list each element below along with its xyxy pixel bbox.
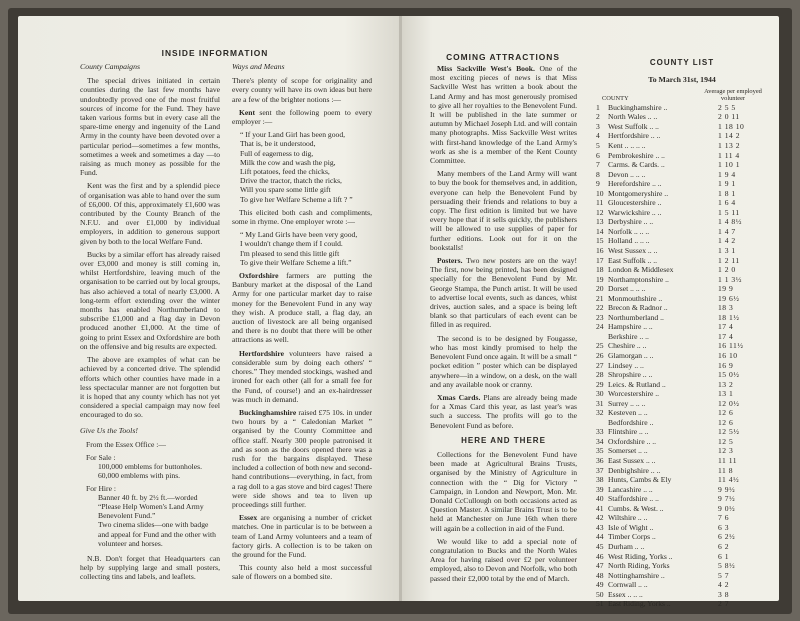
table-row [596, 389, 768, 399]
county-list-rows [596, 103, 768, 609]
rank-cell [596, 332, 608, 342]
posters-text: Two new posters are on the way! The first, now being printed, has been designed specially for the Benevolent Fund by Mr. George Stampa, the Punch artist. It will be used to advertise local events, such as dances, whist drives, auction sales, and a space is being left blank so that particulars of each event can be filled in as required. [430, 256, 578, 330]
rank-cell: 38 [596, 475, 604, 485]
campaigns-paragraph-1: The special drives initiated in certain counties during the last few months have undoubtedly proved one of the most fruitful sources of income for the Fund. They have taken various forms but in every case all the spare-time energy and ingenuity of the Land Army in the county have been devoted over a particular period—sometimes a few months, sometimes a week and sometimes a day —to raising as much money as possible for the Fund. [80, 76, 220, 178]
average-cell: 12 0½ [718, 398, 740, 408]
poem-line: I wouldn't change them if I could. [240, 239, 343, 249]
average-cell: 3 8 [718, 589, 729, 599]
county-list-title: COUNTY LIST [649, 58, 715, 67]
average-cell: 1 5 11 [718, 207, 740, 217]
essex-more-text: This county also held a most successful sale of flowers on a bombed site. [232, 563, 372, 582]
average-cell: 1 3 1 [718, 246, 736, 255]
average-cell: 12 3 [718, 446, 734, 456]
poem-line: Will you spare some little gift [240, 185, 331, 195]
sackville-text: One of the most exciting pieces of news is that Miss Sackville West has written a book about the Land Army and has most generously promised to give all her royalties to the Benevolent Fund. It will be published in the late summer or autumn by Michael Joseph Ltd. and will contain many photographs. Miss Sackville West writes with first-hand knowledge of the Land Army's work as she is a member of the Kent County Committee. [430, 64, 577, 166]
table-row [596, 160, 768, 170]
table-row [596, 112, 768, 122]
table-row [596, 580, 768, 590]
rank-cell: 11 [596, 198, 604, 208]
poem-line: To give their Welfare Scheme a lift.” [240, 257, 352, 267]
average-cell: 17 4 [718, 331, 734, 341]
average-cell: 13 2 [718, 379, 734, 389]
rank-cell: 42 [596, 513, 604, 523]
average-cell: 12 6 [718, 417, 734, 427]
poem-line: Lift potatoes, feed the chicks, [240, 167, 330, 177]
average-cell: 1 10 1 [718, 160, 740, 170]
county-cell: Holland .. .. .. [608, 236, 650, 246]
county-list-header [596, 89, 768, 103]
poem-line: Full of eagerness to dig, [240, 148, 314, 158]
from-essex-line: From the Essex Office :— [86, 439, 167, 449]
average-cell: 1 4 7 [718, 226, 736, 236]
table-row [596, 437, 768, 447]
table-row [596, 380, 768, 390]
average-cell: 5 8½ [718, 561, 736, 571]
county-cell: Hunts, Cambs & Ely [608, 475, 672, 485]
average-cell: 7 6 [718, 513, 729, 523]
table-row [596, 332, 768, 342]
average-cell: 2 0 11 [718, 112, 740, 122]
table-row [596, 399, 768, 409]
average-cell: 9 9½ [718, 484, 736, 494]
average-cell: 16 11½ [718, 341, 744, 351]
rank-cell: 50 [596, 589, 604, 599]
county-cell: Monmouthshire .. [608, 293, 663, 303]
rank-cell: 19 [596, 274, 604, 284]
county-cell: Nottinghamshire .. [608, 570, 665, 580]
county-cell: Glamorgan .. .. [608, 351, 654, 361]
inside-information-heading: INSIDE INFORMATION [161, 48, 269, 58]
average-cell: 12 5 [718, 436, 734, 446]
rank-cell: 14 [596, 226, 604, 236]
table-row [596, 189, 768, 199]
rank-cell: 26 [596, 351, 604, 361]
poem-line: Milk the cow and wash the pig, [240, 157, 336, 167]
county-cell: Norfolk .. .. .. [608, 226, 650, 236]
rank-cell: 35 [596, 446, 604, 456]
rank-cell: 5 [596, 140, 600, 150]
poem-line: That is, be it understood, [240, 139, 316, 149]
county-cell: Durham .. .. [608, 541, 645, 551]
poem-line: “ If your Land Girl has been good, [240, 130, 346, 140]
average-cell: 5 7 [718, 570, 729, 580]
county-cell: Berkshire .. .. [608, 331, 649, 341]
table-row [596, 351, 768, 361]
rank-cell: 18 [596, 265, 604, 275]
rank-cell: 13 [596, 217, 604, 227]
buckinghamshire-label: Buckinghamshire [239, 407, 297, 417]
rank-cell: 22 [596, 303, 604, 313]
rank-cell: 9 [596, 179, 600, 189]
oxfordshire-label: Oxfordshire [239, 271, 279, 281]
average-cell: 1 8 1 [718, 188, 736, 198]
tools-subheading: Give Us the Tools! [80, 425, 138, 435]
average-cell: 18 1½ [718, 312, 740, 322]
average-cell: 2 5 5 [718, 102, 736, 112]
table-row [596, 370, 768, 380]
table-row [596, 103, 768, 113]
average-cell: 6 2 [718, 541, 729, 551]
average-cell: 9 0½ [718, 503, 736, 513]
county-cell: Surrey .. .. .. [608, 398, 646, 408]
county-cell: Hertfordshire .. .. [608, 131, 661, 141]
average-cell: 1 4 8½ [718, 217, 742, 227]
rank-cell: 39 [596, 484, 604, 494]
county-cell: Cheshire .. .. [608, 341, 647, 351]
campaigns-paragraph-2: Kent was the first and by a splendid piece of organisation was able to hand over the sum of £6,000. Of this, approximately £1,600 was contributed by the County Branch of the N.F.U. and over £1,000 by individual employers, in addition to generous support given by both to the local Welfare Fund. [80, 181, 220, 246]
table-row [596, 552, 768, 562]
rank-cell: 30 [596, 389, 604, 399]
sale-item: 100,000 emblems for buttonholes. [98, 462, 202, 472]
table-row [596, 170, 768, 180]
county-cell: Northumberland .. [608, 312, 664, 322]
county-cell: West Sussex .. .. [608, 246, 658, 255]
rank-cell: 21 [596, 293, 604, 303]
table-row [596, 504, 768, 514]
county-cell: London & Middlesex [608, 265, 674, 275]
poem-line: To give her Welfare Scheme a lift ? ” [240, 194, 353, 204]
sackville-title: Miss Sackville West's Book. [437, 64, 535, 73]
rank-cell: 20 [596, 284, 604, 294]
rank-cell: 15 [596, 236, 604, 246]
table-row [596, 475, 768, 485]
table-row [596, 513, 768, 523]
hertfordshire-text: volunteers have raised a considerable sum by doing each others' “ chores.” They mended stockings, washed and ironed for each other (all for a small fee for the Fund, of course!) and an ex-hairdresser was much in demand. [232, 348, 372, 404]
county-cell: Kesteven .. .. [608, 408, 648, 418]
table-row [596, 294, 768, 304]
column-header-average: Average per employed volunteer [704, 88, 762, 102]
table-row [596, 179, 768, 189]
rank-cell: 47 [596, 561, 604, 571]
nb-note: N.B. Don't forget that Headquarters can help by supplying large and small posters, collecting tins and labels, and leaflets. [80, 553, 220, 582]
ways-and-means-column [232, 62, 372, 586]
county-cell: Gloucestershire .. [608, 198, 662, 208]
county-cell: Denbighshire .. .. [608, 465, 661, 475]
rank-cell: 37 [596, 465, 604, 475]
essex-label: Essex [239, 513, 258, 523]
campaigns-paragraph-3: Bucks by a similar effort has already raised over £3,000 and money is still coming in, whilst Hertfordshire, leaving much of the organisation to be carried out by local groups, has also achieved a total of nearly £3,000. A long-term effort extending over the winter months has enabled Northumberland to subscribe £1,000 and a flag day in Devon produced another £1,000. At the time of going to print Essex and Oxfordshire are both on the offensive and big results are expected. [80, 249, 220, 351]
county-cell: Oxfordshire .. .. [608, 436, 657, 446]
table-row [596, 408, 768, 418]
essex-text: are organising a number of cricket matches. One in particular is to be between a team of Land Army volunteers and a team of factory girls. A collection is to be taken on the ground for the Fund. [232, 513, 373, 559]
county-campaigns-subheading: County Campaigns [80, 62, 140, 71]
rank-cell: 46 [596, 551, 604, 561]
rank-cell: 28 [596, 370, 604, 380]
rank-cell: 32 [596, 408, 604, 418]
rank-cell: 41 [596, 503, 604, 513]
table-row [596, 456, 768, 466]
county-cell: East Sussex .. .. [608, 456, 656, 466]
average-cell: 13 1 [718, 389, 734, 399]
table-row [596, 275, 768, 285]
rank-cell: 36 [596, 456, 604, 466]
rank-cell: 45 [596, 541, 604, 551]
here-more: We would like to add a special note of congratulation to Bucks and the North Wales Area for having raised over £2 per volunteer employed, also to Devon and Norfolk, who both passed their £2,000 total by the end of March. [430, 536, 577, 583]
county-cell: Cornwall .. .. [608, 580, 648, 590]
rank-cell: 1 [596, 102, 600, 112]
county-list-date: To March 31st, 1944 [648, 75, 716, 84]
hire-item: Two cinema slides—one with badge and appeal for Fund and the other with volunteer and horses. [98, 520, 216, 548]
county-cell: Northamptonshire .. [608, 274, 669, 284]
table-row [596, 303, 768, 313]
sackville-more: Many members of the Land Army will want to buy the book for themselves and, in addition, everyone can help the Benevolent Fund by persuading their friends and relations to buy a copy. The first edition is limited but we have every hope that if it sells quickly, the publishers will be allowed to use supplies of paper for further editions. Look out for it on the bookstalls! [430, 169, 577, 252]
table-row [596, 208, 768, 218]
rank-cell: 48 [596, 570, 604, 580]
table-row [596, 494, 768, 504]
county-cell: Kent .. .. .. .. [608, 140, 646, 150]
rank-cell: 40 [596, 494, 604, 504]
rank-cell: 16 [596, 246, 604, 255]
average-cell: 19 9 [718, 284, 734, 294]
table-row [596, 571, 768, 581]
sale-item: 60,000 emblems with pins. [98, 471, 181, 481]
county-cell: North Wales .. .. [608, 112, 658, 122]
table-row [596, 485, 768, 495]
average-cell: 15 0½ [718, 370, 740, 380]
employer-poem [240, 230, 372, 267]
rank-cell: 8 [596, 169, 600, 179]
county-cell: Warwickshire .. .. [608, 207, 662, 217]
posters-more: The second is to be designed by Fougasse, who has most kindly promised to help the Benevolent Fund once again. It will be a small “ pocket edition ” poster which can be displayed anywhere—in a window, on a desk, on the wall and any available nook or cranny. [430, 333, 577, 389]
average-cell: 4 2 [718, 580, 729, 590]
after-poem-text: This elicited both cash and compliments, some in rhyme. One employer wrote :— [232, 207, 372, 227]
average-cell: 1 9 4 [718, 169, 736, 179]
rank-cell: 10 [596, 188, 604, 198]
table-row [596, 227, 768, 237]
average-cell: 1 14 2 [718, 131, 740, 141]
county-cell: East Suffolk .. .. [608, 255, 658, 265]
average-cell: 1 11 4 [718, 150, 740, 160]
county-cell: Lancashire .. .. [608, 484, 653, 494]
table-row [596, 217, 768, 227]
rank-cell: 4 [596, 131, 600, 141]
table-row [596, 151, 768, 161]
table-row [596, 341, 768, 351]
ways-intro: There's plenty of scope for originality and every county will have its own ideas but here are a few of the brighter notions :— [232, 76, 372, 104]
poem-line: “ My Land Girls have been very good, [240, 230, 358, 240]
rank-cell: 27 [596, 360, 604, 370]
buckinghamshire-text: raised £75 10s. in under two hours by a “ Caledonian Market ” organised by the County Committee and office staff. Nearly 300 people patronised it and as soon as the doors opened there was a rush for the bargains displayed. These included a collection of both new and second-hand contributions—everything, in fact, from a rag doll to a gas stove and bird cages! There were side shows and tea to liven up proceedings still further. [232, 407, 372, 509]
average-cell: 1 13 2 [718, 140, 740, 150]
average-cell: 16 10 [718, 351, 738, 361]
table-row [596, 418, 768, 428]
here-text: Collections for the Benevolent Fund have been made at Agricultural Brains Trusts, organised by the Ministry of Agriculture in connection with the “ Dig for Victory ” Campaign, in London and Newport, Mon. Mr. Donald CcCullough on both occasions acted as Question Master. A similar Brains Trust is to be held at Manchester on June 16th when there will again be a collection in aid of the Fund. [430, 449, 577, 533]
average-cell: 2 7 [718, 599, 729, 609]
average-cell: 16 9 [718, 360, 734, 370]
rank-cell: 51 [596, 599, 604, 609]
county-cell: Worcestershire .. [608, 389, 660, 399]
posters-title: Posters. [437, 256, 463, 266]
campaigns-paragraph-4: The above are examples of what can be achieved by a concerted drive. The splendid efforts which other counties have made in a less spectacular manner are not forgotten but it is hoped that any county which has not yet considered a special campaign may now feel encouraged to do so. [80, 355, 220, 420]
rank-cell: 2 [596, 112, 600, 122]
average-cell: 11 11 [718, 456, 738, 466]
county-cell: Herefordshire .. .. [608, 179, 662, 189]
hertfordshire-label: Hertfordshire [239, 348, 284, 358]
xmas-title: Xmas Cards. [437, 392, 481, 402]
table-row [596, 561, 768, 571]
average-cell: 12 5½ [718, 427, 740, 437]
table-row [596, 131, 768, 141]
average-cell: 12 6 [718, 408, 734, 418]
average-cell: 6 1 [718, 551, 729, 561]
average-cell: 1 9 1 [718, 179, 736, 189]
for-hire-label: For Hire : [86, 483, 116, 493]
hire-item: Banner 40 ft. by 2½ ft.—worded “Please Help Women's Land Army Benevolent Fund.” [98, 492, 204, 521]
average-cell: 1 2 11 [718, 255, 740, 265]
county-cell: Shropshire .. .. [608, 370, 653, 380]
table-row [596, 322, 768, 332]
county-cell: West Riding, Yorks .. [608, 551, 673, 561]
rank-cell: 7 [596, 160, 600, 170]
here-and-there-heading: HERE AND THERE [461, 435, 546, 445]
average-cell: 6 3 [718, 522, 729, 532]
county-cell: Dorset .. .. .. [608, 284, 646, 294]
county-cell: Devon .. .. .. [608, 169, 646, 179]
rank-cell: 23 [596, 312, 604, 322]
county-cell: Carms. & Cards. .. [608, 160, 665, 170]
county-cell: North Riding, Yorks [608, 561, 670, 571]
average-cell: 11 4½ [718, 475, 740, 485]
rank-cell [596, 418, 608, 428]
coming-attractions-column [430, 64, 577, 587]
poem-line: I'm pleased to send this little gift [240, 248, 340, 258]
for-sale-label: For Sale : [86, 452, 116, 462]
poem-line: Drive the tractor, thatch the ricks, [240, 176, 342, 186]
table-row [596, 523, 768, 533]
county-cell: Timber Corps .. [608, 532, 656, 542]
rank-cell: 3 [596, 121, 600, 131]
table-row [596, 532, 768, 542]
table-row [596, 246, 768, 256]
rank-cell: 12 [596, 207, 604, 217]
county-cell: Cumbs. & West. .. [608, 503, 664, 513]
county-cell: Hampshire .. .. [608, 322, 653, 332]
table-row [596, 542, 768, 552]
rank-cell: 17 [596, 255, 604, 265]
county-cell: Wiltshire .. .. [608, 513, 648, 523]
table-row [596, 256, 768, 266]
table-row [596, 599, 768, 609]
rank-cell: 25 [596, 341, 604, 351]
county-cell: Montgomeryshire .. [608, 188, 669, 198]
county-cell: Buckinghamshire .. [608, 102, 668, 112]
coming-attractions-heading: COMING ATTRACTIONS [446, 52, 560, 62]
oxfordshire-text: farmers are putting the Banbury market at the disposal of the Land Army for one particular market day to raise money for the Benevolent Fund in any way they wish. A produce stall, a flag day, an auction of livestock are all being organised and there is no doubt that there will be other attractions as well. [232, 271, 372, 345]
county-campaigns-column [80, 62, 220, 586]
rank-cell: 29 [596, 379, 604, 389]
average-cell: 1 18 10 [718, 121, 745, 131]
average-cell: 1 4 2 [718, 236, 736, 246]
kent-poem [240, 130, 372, 204]
rank-cell: 6 [596, 150, 600, 160]
average-cell: 11 8 [718, 465, 734, 475]
table-row [596, 427, 768, 437]
rank-cell: 31 [596, 398, 604, 408]
table-row [596, 141, 768, 151]
average-cell: 17 4 [718, 322, 734, 332]
table-row [596, 236, 768, 246]
county-cell: Brecon & Radnor .. [608, 303, 668, 313]
column-header-county: COUNTY [602, 95, 629, 102]
county-cell: Isle of Wight .. [608, 522, 654, 532]
county-cell: Staffordshire .. .. [608, 494, 659, 504]
county-cell: Flintshire .. .. [608, 427, 649, 437]
average-cell: 1 6 4 [718, 198, 736, 208]
table-row [596, 284, 768, 294]
county-list-table [596, 58, 768, 609]
table-row [596, 265, 768, 275]
xmas-text: Plans are already being made for a Xmas Card this year, as last year's was such a success. The profits will go to the Benevolent Fund as before. [430, 392, 577, 430]
average-cell: 6 2½ [718, 532, 736, 542]
county-cell: Essex .. .. .. [608, 589, 643, 599]
rank-cell: 34 [596, 436, 604, 446]
table-row [596, 313, 768, 323]
table-row [596, 590, 768, 600]
rank-cell: 43 [596, 522, 604, 532]
kent-text: sent the following poem to every employer :— [232, 107, 372, 127]
table-row [596, 446, 768, 456]
rank-cell: 49 [596, 580, 604, 590]
average-cell: 9 7½ [718, 494, 736, 504]
county-cell: East Riding, Yorks .. [608, 599, 671, 609]
table-row [596, 361, 768, 371]
county-cell: Somerset .. .. [608, 446, 648, 456]
kent-label: Kent [239, 107, 256, 117]
table-row [596, 198, 768, 208]
average-cell: 1 2 0 [718, 265, 736, 275]
average-cell: 19 6½ [718, 293, 740, 303]
county-cell: Bedfordshire .. [608, 417, 654, 427]
ways-and-means-subheading: Ways and Means [232, 62, 285, 71]
county-cell: Pembrokeshire .. .. [608, 150, 665, 160]
rank-cell: 24 [596, 322, 604, 332]
rank-cell: 44 [596, 532, 604, 542]
rank-cell: 33 [596, 427, 604, 437]
county-cell: Lindsey .. .. [608, 360, 644, 370]
county-cell: Derbyshire .. .. [608, 217, 654, 227]
table-row [596, 466, 768, 476]
county-cell: Leics. & Rutland .. [608, 379, 666, 389]
average-cell: 1 1 3½ [718, 274, 742, 284]
table-row [596, 122, 768, 132]
county-cell: West Suffolk .. .. [608, 121, 659, 131]
average-cell: 18 3 [718, 303, 734, 313]
